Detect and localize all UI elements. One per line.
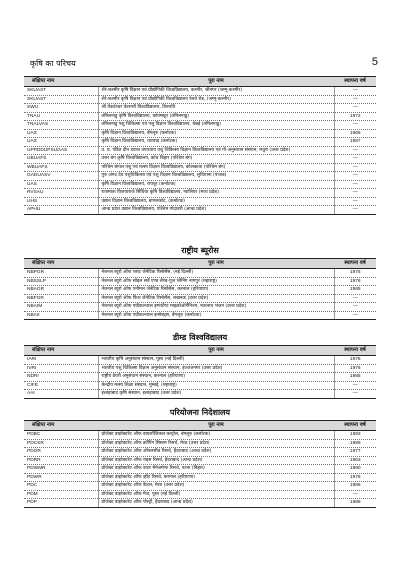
table-row (24, 155, 376, 164)
row-abbreviation: APHU (24, 206, 98, 215)
row-abbreviation: PDP (24, 499, 98, 508)
row-full-name: प्रोजेक्ट डाइरेक्टरेट ऑफ मैज, पूसा (नई दिल्ली) (98, 490, 334, 499)
row-abbreviation: IARI (24, 356, 98, 365)
table-row (24, 499, 376, 508)
table-row (24, 197, 376, 206)
row-year: — (334, 95, 376, 104)
row-abbreviation: UBUAFS (24, 155, 98, 164)
table-row (24, 269, 376, 278)
row-year: 1986 (334, 482, 376, 491)
page-number: 5 (371, 56, 378, 68)
table-row (24, 163, 376, 172)
row-year: — (334, 303, 376, 312)
column-header-name: पूरा नाम (98, 421, 334, 431)
row-full-name: कृषि विज्ञान विश्वविद्यालय, रायचूर (कर्नाटक) (98, 180, 334, 189)
table-row (24, 465, 376, 474)
row-year: 1985 (334, 286, 376, 295)
row-year: — (334, 206, 376, 215)
table-row (24, 473, 376, 482)
row-year: — (334, 87, 376, 96)
row-year: — (334, 390, 376, 399)
row-year: 1993 (334, 431, 376, 440)
row-year: 1988 (334, 499, 376, 508)
row-full-name: राष्ट्रीय डेयरी अनुसंधान संस्थान, करनाल (हरियाणा) (98, 373, 334, 382)
row-full-name: उद्यान विज्ञान विश्वविद्यालय, बागलकोट, (कर्नाटक) (98, 197, 334, 206)
column-header-name: पूरा नाम (98, 77, 334, 87)
row-abbreviation: PDC (24, 482, 98, 491)
row-full-name: शेरे-कश्मीर कृषि विज्ञान एवं प्रौद्योगिकी विश्वविद्यालय, कश्मीर, श्रीनगर (जम्मू-कश्मीर) (98, 87, 334, 96)
row-year: — (334, 294, 376, 303)
row-year: — (334, 311, 376, 320)
row-abbreviation: NBAIM (24, 303, 98, 312)
row-abbreviation: GADUASV (24, 172, 98, 181)
row-abbreviation: UAS (24, 138, 98, 147)
table-row (24, 431, 376, 440)
row-abbreviation: SWU (24, 104, 98, 113)
row-year: — (334, 490, 376, 499)
deemed-universities-section (24, 332, 376, 399)
row-full-name: नेशनल ब्यूरो ऑफ एग्रीकल्चरल इन्सेक्ट्स, बेंगलूरु (कर्नाटक) (98, 311, 334, 320)
table-row (24, 390, 376, 399)
row-year: 1987 (334, 138, 376, 147)
table-header-row (24, 259, 376, 269)
national-bureaus-section (24, 245, 376, 320)
row-abbreviation: PDRR (24, 456, 98, 465)
row-full-name: उ. प्र. पंडित दीन दयाल उपाध्याय पशु चिकित्सा विज्ञान विश्वविद्यालय एवं गौ-अनुसंधान संस्थान, मथुरा (उत्तर प्रदेश) (98, 146, 334, 155)
table-row (24, 121, 376, 130)
row-full-name: इलाहाबाद कृषि संस्थान, इलाहाबाद (उत्तर प्रदेश) (98, 390, 334, 399)
row-full-name: प्रोजेक्ट डाइरेक्टरेट ऑफ बायलॉजिकल कन्ट्रोल, बंगलूरु (कर्नाटक) (98, 431, 334, 440)
row-abbreviation: PDCSR (24, 439, 98, 448)
table-row (24, 448, 376, 457)
row-full-name: पश्चिम बंगाल पशु एवं मत्स्य विज्ञान विश्वविद्यालय, कोलकाता (पश्चिम बंग) (98, 163, 334, 172)
row-full-name: श्री वेंकटेश्वर वेटरनरी विश्वविद्यालय, तिरुपति (98, 104, 334, 113)
row-full-name: उत्तर बंग कृषि विश्वविद्यालय, कोच बिहार (पश्चिम बंग) (98, 155, 334, 164)
table-row (24, 146, 376, 155)
row-full-name: केन्द्रीय मत्स्य शिक्षा संस्थान, मुम्बई, (महाराष्ट्र) (98, 381, 334, 390)
table-row (24, 95, 376, 104)
column-header-year: स्थापना वर्ष (334, 77, 376, 87)
row-abbreviation: UAS (24, 129, 98, 138)
row-abbreviation: AAI (24, 390, 98, 399)
column-header-name: पूरा नाम (98, 259, 334, 269)
table-row (24, 104, 376, 113)
national-bureaus-table (24, 258, 376, 320)
row-year: — (334, 197, 376, 206)
row-abbreviation: NBAII (24, 311, 98, 320)
table-row (24, 286, 376, 295)
row-year: 1963 (334, 456, 376, 465)
row-full-name: नेशनल ब्यूरो ऑफ एग्रीकल्चरल इम्पार्टेण्ट माइक्रोऑर्गेनिज्म, मऊनाथ भंजन (उत्तर प्रदेश) (98, 303, 334, 312)
row-full-name: भारतीय पशु चिकित्सा विज्ञान अनुसंधान संस्थान, इज्जतनगर (उत्तर प्रदेश) (98, 364, 334, 373)
row-full-name: प्रोजेक्ट डाइरेक्टरेट ऑफ ऑयलसीड रिसर्च, हैदराबाद (आन्ध्र प्रदेश) (98, 448, 334, 457)
table-row (24, 87, 376, 96)
table-row (24, 303, 376, 312)
row-year: 1976 (334, 364, 376, 373)
row-full-name: तमिलनाडु कृषि विश्वविद्यालय, कोयम्बटूर (तमिलनाडु) (98, 112, 334, 121)
row-abbreviation: PDWMR (24, 465, 98, 474)
row-year: 1976 (334, 269, 376, 278)
row-full-name: आन्ध्र प्रदेश उद्यान विश्वविद्यालय, पश्चिम गोदावरी (आन्ध्र प्रदेश) (98, 206, 334, 215)
row-year: — (334, 189, 376, 198)
row-full-name: प्रोजेक्ट डाइरेक्टरेट ऑफ क्रॉपिंग सिस्टम रिसर्च, मेरठ (उत्तर प्रदेश) (98, 439, 334, 448)
page-header (30, 56, 378, 72)
row-abbreviation: UPPDDUPSUGAS (24, 146, 98, 155)
row-year: 1972 (334, 112, 376, 121)
row-abbreviation: RVSAU (24, 189, 98, 198)
row-full-name: कृषि विज्ञान विश्वविद्यालय, धारवाड़ (कर्नाटक) (98, 138, 334, 147)
row-year: 1990 (334, 465, 376, 474)
row-year: 1977 (334, 448, 376, 457)
row-year: 1985 (334, 373, 376, 382)
row-abbreviation: IVRI (24, 364, 98, 373)
running-title: कृषि का परिचय (30, 59, 76, 68)
table-header-row (24, 421, 376, 431)
column-header-year: स्थापना वर्ष (334, 421, 376, 431)
table-row (24, 373, 376, 382)
row-year: — (334, 163, 376, 172)
table-row (24, 294, 376, 303)
row-full-name: नेशनल ब्यूरो ऑफ एनीमल जेनेटिक रिसोर्सेस, करनाल (हरियाणा) (98, 286, 334, 295)
table-row (24, 482, 376, 491)
row-abbreviation: PDOR (24, 448, 98, 457)
row-year: — (334, 172, 376, 181)
row-abbreviation: NDRI (24, 373, 98, 382)
column-header-abbr: संक्षिप्त नाम (24, 259, 98, 269)
table-row (24, 112, 376, 121)
column-header-abbr: संक्षिप्त नाम (24, 421, 98, 431)
row-full-name: नेशनल ब्यूरो ऑफ सोइल सर्वे एण्ड लैण्ड-यूज प्लैनिंग नागपुर (महाराष्ट्र) (98, 277, 334, 286)
table-row (24, 490, 376, 499)
row-full-name: कृषि विज्ञान विश्वविद्यालय, बेंगलूरु (कर्नाटक) (98, 129, 334, 138)
row-abbreviation: SKUAST (24, 95, 98, 104)
row-full-name: नेशनल ब्यूरो ऑफ फिश जेनेटिक रिसोर्सेस, लखनऊ (उत्तर प्रदेश) (98, 294, 334, 303)
column-header-year: स्थापना वर्ष (334, 259, 376, 269)
table-row (24, 439, 376, 448)
column-header-abbr: संक्षिप्त नाम (24, 77, 98, 87)
row-abbreviation: TNALVAS (24, 121, 98, 130)
row-full-name: प्रोजेक्ट डाइरेक्टरेट ऑफ व्हीट रिसर्च, करनाल (हरियाणा) (98, 473, 334, 482)
row-full-name: प्रोजेक्ट डाइरेक्टरेट ऑफ वाटर मैनेजमेण्ट रिसर्च, पटना (बिहार) (98, 465, 334, 474)
section-title: राष्ट्रीय ब्यूरोस (181, 246, 219, 255)
table-row (24, 381, 376, 390)
row-abbreviation: PDBC (24, 431, 98, 440)
row-year: 1978 (334, 473, 376, 482)
row-abbreviation: UAS (24, 180, 98, 189)
row-year: — (334, 104, 376, 113)
row-abbreviation: PDM (24, 490, 98, 499)
row-full-name: शेरे-कश्मीर कृषि विज्ञान एवं प्रौद्योगिकी विश्वविद्यालय रेलवे रोड, (जम्मू-कश्मीर) (98, 95, 334, 104)
row-year: — (334, 180, 376, 189)
table-row (24, 180, 376, 189)
row-abbreviation: WBUAFS (24, 163, 98, 172)
row-year: — (334, 121, 376, 130)
row-abbreviation: TNAU (24, 112, 98, 121)
row-year: — (334, 155, 376, 164)
row-abbreviation: NBPGR (24, 269, 98, 278)
row-abbreviation: UHS (24, 197, 98, 206)
table-row (24, 364, 376, 373)
row-full-name: प्रोजेक्ट डाइरेक्टरेट ऑफ राइस रिसर्च, हैदराबाद (आन्ध्र प्रदेश) (98, 456, 334, 465)
deemed-universities-table (24, 345, 376, 399)
row-year: 1976 (334, 277, 376, 286)
section-title: डीम्ड विश्वविद्यालय (172, 333, 228, 342)
table-row (24, 356, 376, 365)
table-row (24, 189, 376, 198)
row-abbreviation: PDWR (24, 473, 98, 482)
project-directorates-section (24, 407, 376, 508)
row-full-name: गुरु अंगद देव पशुचिकित्सा एवं पशु विज्ञान विश्वविद्यालय, लुधियाना (पंजाब) (98, 172, 334, 181)
table-row (24, 456, 376, 465)
row-full-name: भारतीय कृषि अनुसंधान संस्थान, पूसा (नई दिल्ली) (98, 356, 334, 365)
table-header-row (24, 346, 376, 356)
table-row (24, 277, 376, 286)
row-abbreviation: NBSSLP (24, 277, 98, 286)
table-row (24, 311, 376, 320)
column-header-name: पूरा नाम (98, 346, 334, 356)
row-year: — (334, 381, 376, 390)
table-row (24, 138, 376, 147)
row-year: 1965 (334, 129, 376, 138)
row-full-name: तमिलनाडु पशु चिकित्सा एवं पशु विज्ञान विश्वविद्यालय, चेन्नई (तमिलनाडु) (98, 121, 334, 130)
row-full-name: प्रोजेक्ट डाइरेक्टरेट ऑफ कैटल, मेरठ (उत्तर प्रदेश) (98, 482, 334, 491)
universities-table (24, 76, 376, 215)
project-directorates-table (24, 420, 376, 508)
column-header-abbr: संक्षिप्त नाम (24, 346, 98, 356)
row-abbreviation: NBAGR (24, 286, 98, 295)
row-year: 1976 (334, 356, 376, 365)
row-full-name: राजमाता विजयाराजे सिंधिया कृषि विश्वविद्यालय, ग्वालियर (मध्य प्रदेश) (98, 189, 334, 198)
section-title: परियोजना निदेशालय (169, 408, 231, 417)
table-row (24, 172, 376, 181)
row-year: 1989 (334, 439, 376, 448)
table-header-row (24, 77, 376, 87)
row-full-name: प्रोजेक्ट डाइरेक्टरेट ऑफ पोल्ट्री, हैदराबाद (आन्ध्र प्रदेश) (98, 499, 334, 508)
row-full-name: नेशनल ब्यूरो ऑफ प्लांट जेनेटिक रिसोर्सेस, (नई दिल्ली) (98, 269, 334, 278)
row-abbreviation: SKUAST (24, 87, 98, 96)
row-abbreviation: NBFGR (24, 294, 98, 303)
row-year: — (334, 146, 376, 155)
row-abbreviation: CIFE (24, 381, 98, 390)
column-header-year: स्थापना वर्ष (334, 346, 376, 356)
universities-section (24, 76, 376, 215)
table-row (24, 129, 376, 138)
table-row (24, 206, 376, 215)
